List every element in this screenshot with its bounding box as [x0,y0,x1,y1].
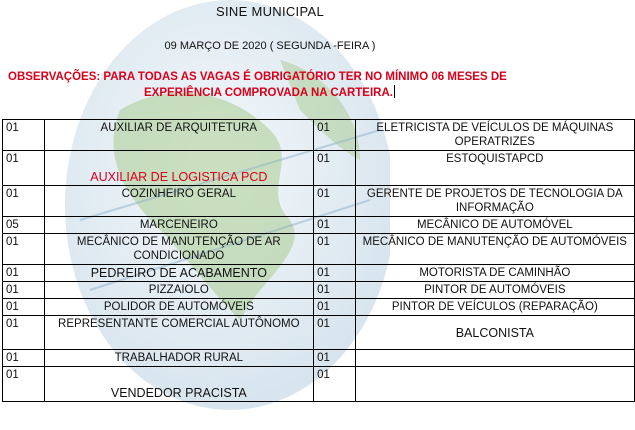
qty-cell: 01 [314,265,356,282]
table-row [3,299,635,316]
qty-cell: 01 [314,151,356,186]
job-cell [355,367,634,402]
vacancies-table [2,119,635,402]
notice-block [8,70,618,101]
job-cell: MARCENEIRO [44,217,314,234]
job-cell [44,367,314,402]
qty-cell: 01 [3,151,45,186]
notice-line-1: OBSERVAÇÕES: PARA TODAS AS VAGAS É OBRIGATÓRIO TER NO MÍNIMO 06 MESES DE [8,71,507,83]
notice-line-2: EXPERIÊNCIA COMPROVADA NA CARTEIRA. [144,87,393,99]
job-cell: PIZZAIOLO [44,282,314,299]
table-row [3,265,635,282]
job-cell: MECÂNICO DE MANUTENÇÃO DE AR CONDICIONADO [44,234,314,265]
qty-cell: 01 [314,234,356,265]
table-row [3,367,635,402]
job-cell: PEDREIRO DE ACABAMENTO [44,265,314,282]
job-cell: MOTORISTA DE CAMINHÃO [355,265,634,282]
table-row [3,234,635,265]
job-text: AUXILIAR DE LOGISTICA PCD [90,170,268,184]
table-row [3,316,635,350]
qty-cell: 01 [3,282,45,299]
qty-cell: 01 [3,120,45,151]
job-cell: PINTOR DE AUTOMÓVEIS [355,282,634,299]
qty-cell: 01 [3,186,45,217]
job-cell [355,350,634,367]
job-cell: TRABALHADOR RURAL [44,350,314,367]
qty-cell: 01 [3,299,45,316]
job-cell [44,151,314,186]
qty-cell: 01 [314,282,356,299]
page-title: SINE MUNICIPAL [216,4,324,19]
job-text: BALCONISTA [455,326,534,340]
qty-cell: 01 [314,299,356,316]
table-row [3,350,635,367]
table-row [3,120,635,151]
table-row [3,217,635,234]
job-cell: MECÂNICO DE AUTOMÓVEL [355,217,634,234]
qty-cell: 01 [3,316,45,350]
job-cell: AUXILIAR DE ARQUITETURA [44,120,314,151]
qty-cell: 01 [314,120,356,151]
qty-cell: 01 [3,265,45,282]
job-cell: REPRESENTANTE COMERCIAL AUTÔNOMO [44,316,314,350]
qty-cell: 01 [314,350,356,367]
job-text: VENDEDOR PRACISTA [110,386,247,400]
date-line: 09 MARÇO DE 2020 ( SEGUNDA -FEIRA ) [164,40,376,52]
job-cell: COZINHEIRO GERAL [44,186,314,217]
table-row [3,186,635,217]
job-cell [355,316,634,350]
text-cursor [394,85,395,98]
qty-cell: 01 [314,367,356,402]
table-row [3,282,635,299]
qty-cell: 01 [314,186,356,217]
qty-cell: 01 [3,367,45,402]
table-row [3,151,635,186]
qty-cell: 01 [314,217,356,234]
job-cell: POLIDOR DE AUTOMÓVEIS [44,299,314,316]
job-cell: PINTOR DE VEÍCULOS (REPARAÇÃO) [355,299,634,316]
job-cell: ESTOQUISTAPCD [355,151,634,186]
qty-cell: 01 [3,234,45,265]
job-cell: GERENTE DE PROJETOS DE TECNOLOGIA DA INFORMAÇÃO [355,186,634,217]
job-cell: ELETRICISTA DE VEÍCULOS DE MÁQUINAS OPERATRIZES [355,120,634,151]
qty-cell: 01 [3,350,45,367]
qty-cell: 05 [3,217,45,234]
job-cell: MECÂNICO DE MANUTENÇÃO DE AUTOMÓVEIS [355,234,634,265]
qty-cell: 01 [314,316,356,350]
